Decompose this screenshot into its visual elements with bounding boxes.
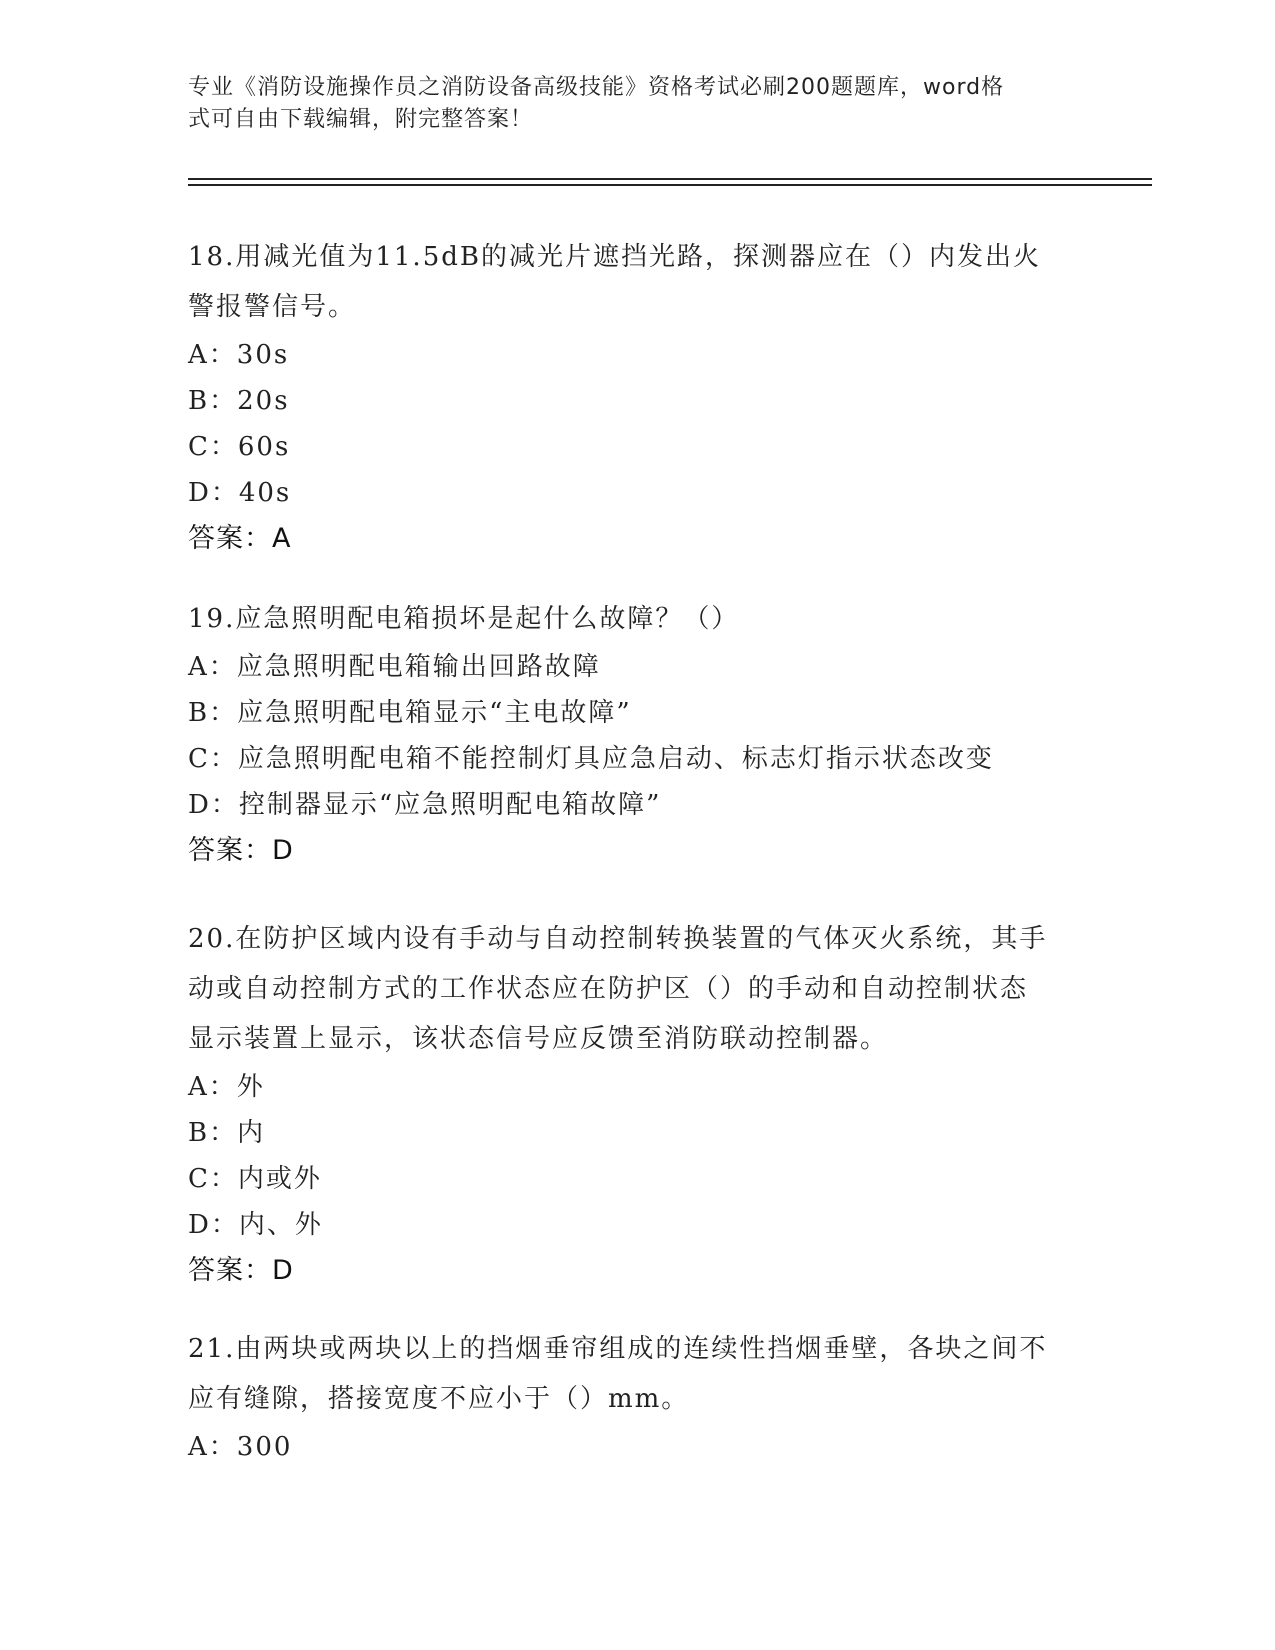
question-19: [188, 594, 1088, 874]
option-a: A：应急照明配电箱输出回路故障: [188, 652, 601, 682]
question-stem-line: 应有缝隙，搭接宽度不应小于（）mm。: [188, 1384, 690, 1414]
answer-label: 答案：A: [188, 523, 292, 554]
question-stem-line: 显示装置上显示，该状态信号应反馈至消防联动控制器。: [188, 1024, 889, 1054]
question-stem-line: 20.在防护区域内设有手动与自动控制转换装置的气体灭火系统，其手: [188, 924, 1048, 954]
document-header: [188, 72, 1068, 136]
question-stem-line: 19.应急照明配电箱损坏是起什么故障？（）: [188, 604, 740, 634]
header-divider-bottom: [188, 184, 1152, 186]
answer-label: 答案：D: [188, 1255, 294, 1286]
answer-label: 答案：D: [188, 835, 294, 866]
option-b: B：应急照明配电箱显示“主电故障”: [188, 698, 632, 728]
header-divider-top: [188, 178, 1152, 180]
question-stem-line: 动或自动控制方式的工作状态应在防护区（）的手动和自动控制状态: [188, 974, 1029, 1004]
question-stem-line: 18.用减光值为11.5dB的减光片遮挡光路，探测器应在（）内发出火: [188, 242, 1041, 272]
header-line-1: 专业《消防设施操作员之消防设备高级技能》资格考试必刷200题题库，word格: [188, 75, 1005, 100]
question-stem-line: 21.由两块或两块以上的挡烟垂帘组成的连续性挡烟垂壁，各块之间不: [188, 1334, 1048, 1364]
option-c: C：应急照明配电箱不能控制灯具应急启动、标志灯指示状态改变: [188, 744, 994, 774]
question-20: [188, 914, 1088, 1294]
option-a: A：300: [188, 1432, 293, 1462]
question-21: [188, 1324, 1088, 1470]
option-b: B：内: [188, 1118, 266, 1148]
option-b: B：20s: [188, 386, 290, 416]
header-line-2: 式可自由下载编辑，附完整答案！: [188, 107, 534, 132]
option-a: A：外: [188, 1072, 265, 1102]
option-c: C：60s: [188, 432, 291, 462]
option-d: D：内、外: [188, 1210, 323, 1240]
option-d: D：控制器显示“应急照明配电箱故障”: [188, 790, 662, 820]
option-c: C：内或外: [188, 1164, 322, 1194]
question-stem-line: 警报警信号。: [188, 292, 357, 322]
option-a: A：30s: [188, 340, 290, 370]
option-d: D：40s: [188, 478, 292, 508]
question-18: [188, 232, 1088, 562]
